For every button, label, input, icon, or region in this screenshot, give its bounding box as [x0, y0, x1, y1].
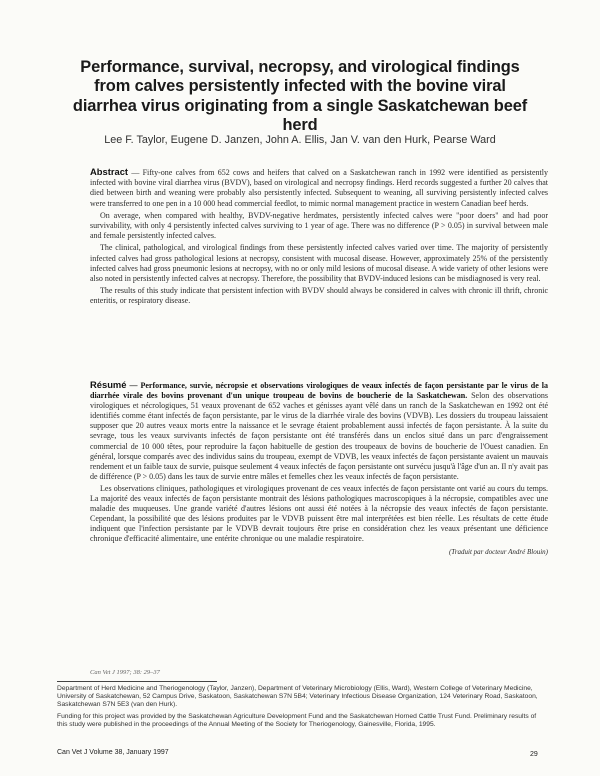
footnote-divider — [57, 681, 217, 682]
resume-label: Résumé — [90, 379, 127, 390]
funding-note: Funding for this project was provided by the Saskatchewan Agriculture Development Fund and the Saskatchewan Horned Cattle Trust Fund. Preliminary results of this study were published in the proceedings of the Annual Meeting of the Society for Theriogenology, Gainesville, Florida, 1995. — [57, 712, 537, 728]
resume-section — [90, 380, 548, 557]
journal-footer: Can Vet J Volume 38, January 1997 — [57, 749, 169, 756]
abstract-label: Abstract — [90, 166, 129, 177]
journal-citation: Can Vet J 1997; 38: 29–37 — [90, 669, 160, 676]
resume-paragraph: Les observations cliniques, pathologiques et virologiques provenant de ces veaux infectés de façon persistante ont varié au cours du temps. La majorité des veaux infectés de façon persistante montrait des lésions pathologiques macroscopiques à la nécropsie, compatibles avec une maladie des muqueuses. Une grande variété d'autres lésions ont aussi été notées à la nécropsie des veaux infectés de façon persistante. Cependant, la possibilité que des lésions produites par le VDVB puissent être mal interprétées est bien réelle. Les résultats de cette étude indiquent que l'infection persistante par le VDVB devrait toujours être prise en considération chez les veaux présentant une déficience chronique d'efficacité alimentaire, une entérite chronique ou une maladie respiratoire. — [90, 483, 548, 544]
abstract-paragraph: On average, when compared with healthy, BVDV-negative herdmates, persistently infected calves were "poor doers" and had poor survivability, with only 4 persistently infected calves surviving to 1 year of age. There was no difference (P > 0.05) in survival between male and female persistently infected calves. — [90, 210, 548, 241]
footnotes — [57, 685, 545, 732]
abstract-paragraph — [90, 167, 548, 209]
abstract-paragraph: The results of this study indicate that persistent infection with BVDV should always be considered in calves with chronic ill thrift, chronic enteritis, or respiratory disease. — [90, 286, 548, 306]
page-number: 29 — [530, 751, 538, 758]
abstract-paragraph: The clinical, pathological, and virological findings from these persistently infected calves varied over time. The majority of persistently infected calves had gross pathological lesions at necropsy, consistent with mucosal disease. However, approximately 25% of the persistently infected calves had gross pneumonic lesions at necropsy, with no or only mild lesions of mucosal disease. A wide variety of other lesions were also noted in persistently infected calves at necropsy. Therefore, the possibility that BVDV-induced lesions can be misdiagnosed is very real. — [90, 243, 548, 284]
article-title: Performance, survival, necropsy, and virological findings from calves persistently infected with the bovine viral diarrhea virus originating from a single Saskatchewan beef herd — [72, 57, 528, 135]
resume-title: — Performance, survie, nécropsie et observations virologiques de veaux infectés de façon persistante par le virus de la diarrhée virale des bovins provenant d'un unique troupeau de bovins de boucherie de la Saskatchewan. — [90, 381, 548, 401]
affiliation-note: Department of Herd Medicine and Theriogenology (Taylor, Janzen), Department of Veterinary Microbiology (Ellis, Ward), Western College of Veterinary Medicine, University of Saskatchewan, 52 Campus Drive, Saskatoon, Saskatchewan S7N 5B4; Veterinary Infectious Disease Organization, 124 Veterinary Road, Saskatoon, Saskatchewan S7N 5E3 (van den Hurk). — [57, 685, 538, 709]
resume-text: Selon des observations virologiques et nécrologiques, 51 veaux provenant de 652 vaches et génisses ayant vêlé dans un ranch de la Saskatchewan en 1992 ont été identifiés comme étant infectés de façon persistante, par le virus de la diarrhée virale des bovins (VDVB). Les dossiers du troupeau laissaient supposer que 20 autres veaux morts entre la naissance et le sevrage étaient probablement aussi infectés de façon persistante. À la suite du sevrage, tous les veaux survivants infectés de façon persistante ont été transférés dans un enclos situé dans un parc d'engraissement commercial de 10 000 têtes, pour reproduire la façon habituelle de gestion des troupeaux de bovins de boucherie de l'Ouest canadien. En général, lorsque comparés avec des individus sains du troupeau, exempt de VDVB, les veaux infectés de façon persistante avaient un mauvais rendement et un faible taux de survie, puisque seulement 4 veaux infectés de façon persistante ont survécu jusqu'à l'âge d'un an. Il n'y avait pas de différence (P > 0.05) dans les taux de survie entre mâles et femelles chez les veaux infectés de façon persistante. — [90, 391, 549, 481]
translator-credit: (Traduit par docteur André Blouin) — [448, 547, 548, 556]
abstract-section — [90, 167, 548, 309]
author-list: Lee F. Taylor, Eugene D. Janzen, John A. Ellis, Jan V. van den Hurk, Pearse Ward — [104, 134, 496, 146]
abstract-text: — Fifty-one calves from 652 cows and heifers that calved on a Saskatchewan ranch in 1992 were identified as persistently infected with bovine viral diarrhea virus (BVDV), based on virological and necropsy findings. Herd records suggested a further 20 calves that died between birth and weaning were probably also persistently infected. Subsequent to weaning, all surviving persistently infected calves were transferred to one pen in a 10 000 head commercial feedlot, to mimic normal management practice in western Canadian beef herds. — [90, 168, 549, 208]
resume-paragraph — [90, 380, 548, 482]
